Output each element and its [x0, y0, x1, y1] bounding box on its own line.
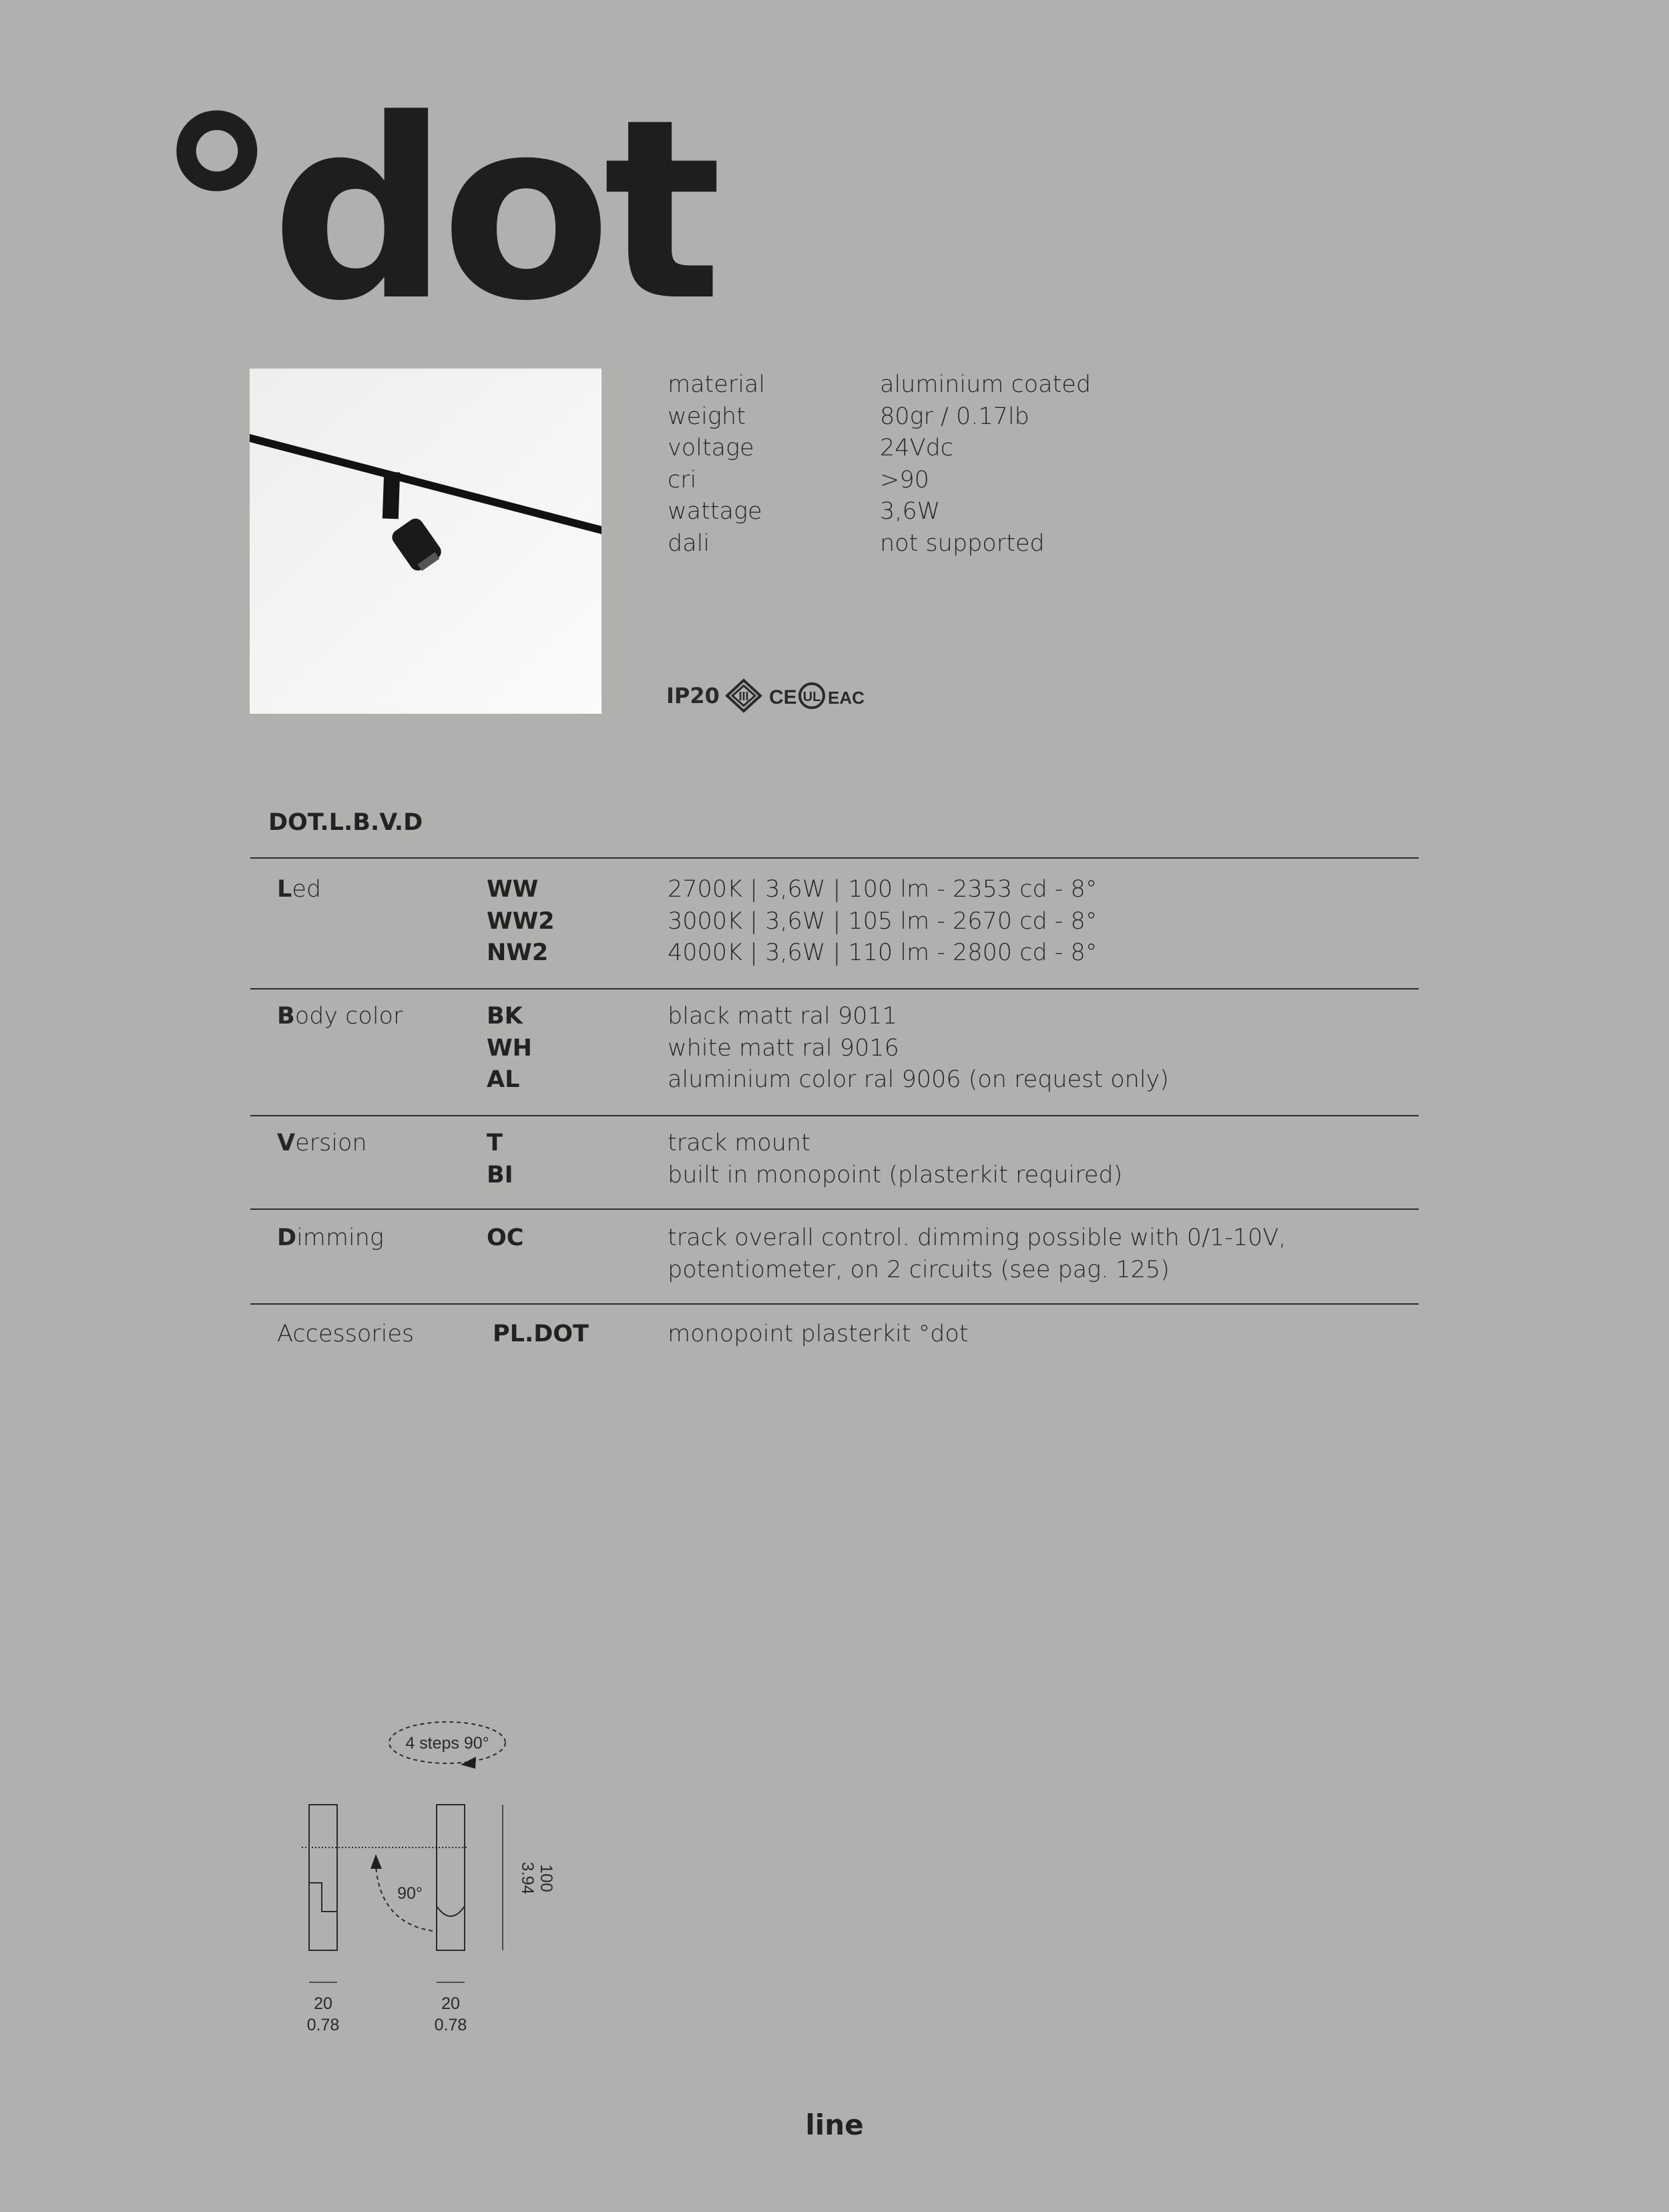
option-desc: 4000K | 3,6W | 110 lm - 2800 cd - 8°	[668, 939, 1098, 966]
height-mm: 100	[537, 1864, 555, 1892]
spec-value: aluminium coated	[880, 371, 1092, 398]
rotation-label: 4 steps 90°	[405, 1734, 489, 1753]
option-codes	[487, 874, 555, 969]
tilt-arrowhead	[371, 1854, 382, 1869]
option-codes	[487, 1128, 513, 1191]
footer-section-label: line	[805, 2109, 864, 2141]
spec-value: 80gr / 0.17lb	[880, 403, 1029, 430]
width2-mm: 20	[441, 1994, 460, 2013]
option-code: T	[487, 1130, 503, 1156]
product-code: DOT.L.B.V.D	[268, 809, 423, 836]
ip-rating: IP20	[666, 683, 720, 708]
spec-value: >90	[880, 466, 929, 493]
spec-label: cri	[668, 466, 697, 493]
ce-mark: CE	[768, 686, 797, 708]
height-in: 3.94	[518, 1861, 537, 1895]
divider	[250, 988, 1419, 989]
divider	[250, 857, 1419, 859]
spec-value: 24Vdc	[880, 435, 953, 462]
option-desc: track mount	[668, 1130, 810, 1156]
option-desc: monopoint plasterkit °dot	[668, 1321, 969, 1347]
option-descriptions	[668, 1223, 1286, 1286]
spec-value: not supported	[880, 529, 1045, 557]
option-code: OC	[487, 1225, 524, 1251]
option-code: BK	[487, 1003, 523, 1030]
divider	[250, 1115, 1419, 1116]
option-desc: potentiometer, on 2 circuits (see pag. 125)	[668, 1256, 1170, 1283]
ce-ul-eac-marks-icon	[768, 678, 865, 713]
option-desc: black matt ral 9011	[668, 1003, 897, 1030]
technical-drawing	[280, 1699, 581, 2046]
certification-marks	[666, 678, 865, 713]
config-label: Led	[277, 876, 322, 903]
spec-label: material	[668, 371, 766, 398]
class-iii-icon	[725, 678, 762, 713]
side-view-notch	[309, 1883, 337, 1912]
front-view-curve	[437, 1906, 465, 1916]
width1-mm: 20	[314, 1994, 332, 2013]
divider	[250, 1303, 1419, 1305]
option-desc: white matt ral 9016	[668, 1034, 899, 1062]
width2-in: 0.78	[434, 2016, 467, 2034]
ul-mark: UL	[802, 690, 821, 704]
spec-label: weight	[668, 403, 746, 430]
spec-labels	[668, 369, 765, 560]
option-descriptions	[668, 1001, 1169, 1096]
eac-mark: EAC	[827, 688, 865, 708]
option-code: PL.DOT	[493, 1321, 589, 1347]
option-code: WW	[487, 876, 539, 903]
option-descriptions	[668, 1128, 1122, 1191]
option-desc: 3000K | 3,6W | 105 lm - 2670 cd - 8°	[668, 907, 1098, 935]
class-symbol: III	[738, 690, 749, 703]
spec-label: voltage	[668, 435, 754, 462]
option-code: NW2	[487, 939, 549, 966]
option-codes	[487, 1001, 532, 1096]
option-code: WW2	[487, 907, 555, 935]
option-descriptions	[668, 874, 1097, 969]
brand-title: °dot	[155, 66, 714, 355]
option-desc: 2700K | 3,6W | 100 lm - 2353 cd - 8°	[668, 876, 1098, 903]
rotation-arrowhead	[461, 1757, 476, 1769]
option-code: WH	[487, 1034, 532, 1062]
spec-values	[880, 369, 1091, 560]
spec-label: wattage	[668, 498, 762, 525]
front-view-body	[437, 1805, 465, 1950]
config-label: Body color	[277, 1003, 403, 1030]
option-desc: track overall control. dimming possible with 0/1-10V,	[668, 1225, 1286, 1251]
side-view-body	[309, 1805, 337, 1950]
config-label: Accessories	[277, 1321, 415, 1347]
option-desc: aluminium color ral 9006 (on request only)	[668, 1066, 1169, 1093]
divider	[250, 1208, 1419, 1210]
config-label: Version	[277, 1130, 367, 1156]
spec-label: dali	[668, 529, 710, 557]
option-code: BI	[487, 1161, 513, 1188]
width1-in: 0.78	[306, 2016, 340, 2034]
product-photo	[250, 369, 602, 714]
tilt-label: 90°	[397, 1884, 423, 1903]
config-label: Dimming	[277, 1225, 384, 1251]
option-code: AL	[487, 1066, 520, 1093]
spec-value: 3,6W	[880, 498, 941, 525]
option-desc: built in monopoint (plasterkit required)	[668, 1161, 1123, 1188]
